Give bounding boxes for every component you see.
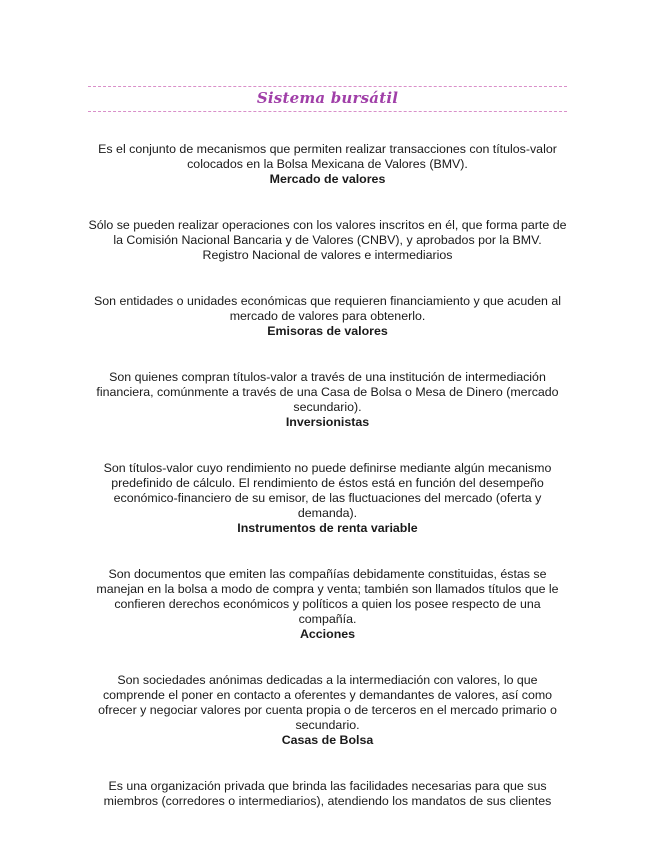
- entry-bolsa-de-valores: [88, 779, 567, 809]
- title-band: [88, 86, 567, 112]
- entry-term: Acciones: [299, 627, 356, 641]
- entry-definition: Es una organización privada que brinda las facilidades necesarias para que sus miembros (corredores o intermediarios), atendiendo los mandatos de sus clientes: [103, 779, 552, 808]
- entry-term: Instrumentos de renta variable: [237, 521, 418, 535]
- document-title: Sistema bursátil: [256, 89, 399, 107]
- entry-term: Casas de Bolsa: [281, 733, 374, 747]
- entry-definition: Son títulos-valor cuyo rendimiento no puede definirse mediante algún mecanismo predefinido de cálculo. El rendimiento de éstos está en función del desempeño económico-financiero de su emisor, de las fluctuaciones del mercado (oferta y demanda).: [103, 461, 552, 520]
- entry-mercado-de-valores: [88, 142, 567, 187]
- entry-definition: Son sociedades anónimas dedicadas a la intermediación con valores, lo que comprende el poner en contacto a oferentes y demandantes de valores, así como ofrecer y negociar valores por cuenta propia o de terceros en el mercado primario o secundario.: [98, 673, 557, 732]
- entry-definition: Sólo se pueden realizar operaciones con los valores inscritos en él, que forma parte de la Comisión Nacional Bancaria y de Valores (CNBV), y aprobados por la BMV.: [88, 218, 567, 247]
- entries-list: [88, 142, 567, 809]
- entry-definition: Son documentos que emiten las compañías debidamente constituidas, éstas se manejan en la bolsa a modo de compra y venta; también son llamados títulos que le confieren derechos económicos y políticos a quien los posee respecto de una compañía.: [96, 567, 559, 626]
- entry-renta-variable: [88, 461, 567, 536]
- entry-casas-de-bolsa: [88, 673, 567, 748]
- entry-term: Emisoras de valores: [267, 324, 388, 338]
- entry-definition: Son entidades o unidades económicas que requieren financiamiento y que acuden al mercado de valores para obtenerlo.: [93, 294, 562, 323]
- entry-registro-nacional: [88, 218, 567, 263]
- entry-definition: Son quienes compran títulos-valor a través de una institución de intermediación financiera, comúnmente a través de una Casa de Bolsa o Mesa de Dinero (mercado secundario).: [96, 370, 559, 414]
- entry-acciones: [88, 567, 567, 642]
- entry-definition: Es el conjunto de mecanismos que permiten realizar transacciones con títulos-valor colocados en la Bolsa Mexicana de Valores (BMV).: [98, 142, 557, 171]
- entry-emisoras-de-valores: [88, 294, 567, 339]
- entry-term: Inversionistas: [285, 415, 370, 429]
- entry-inversionistas: [88, 370, 567, 430]
- entry-term: Registro Nacional de valores e intermediarios: [202, 248, 453, 262]
- entry-term: Mercado de valores: [269, 172, 386, 186]
- document-page: [88, 86, 567, 809]
